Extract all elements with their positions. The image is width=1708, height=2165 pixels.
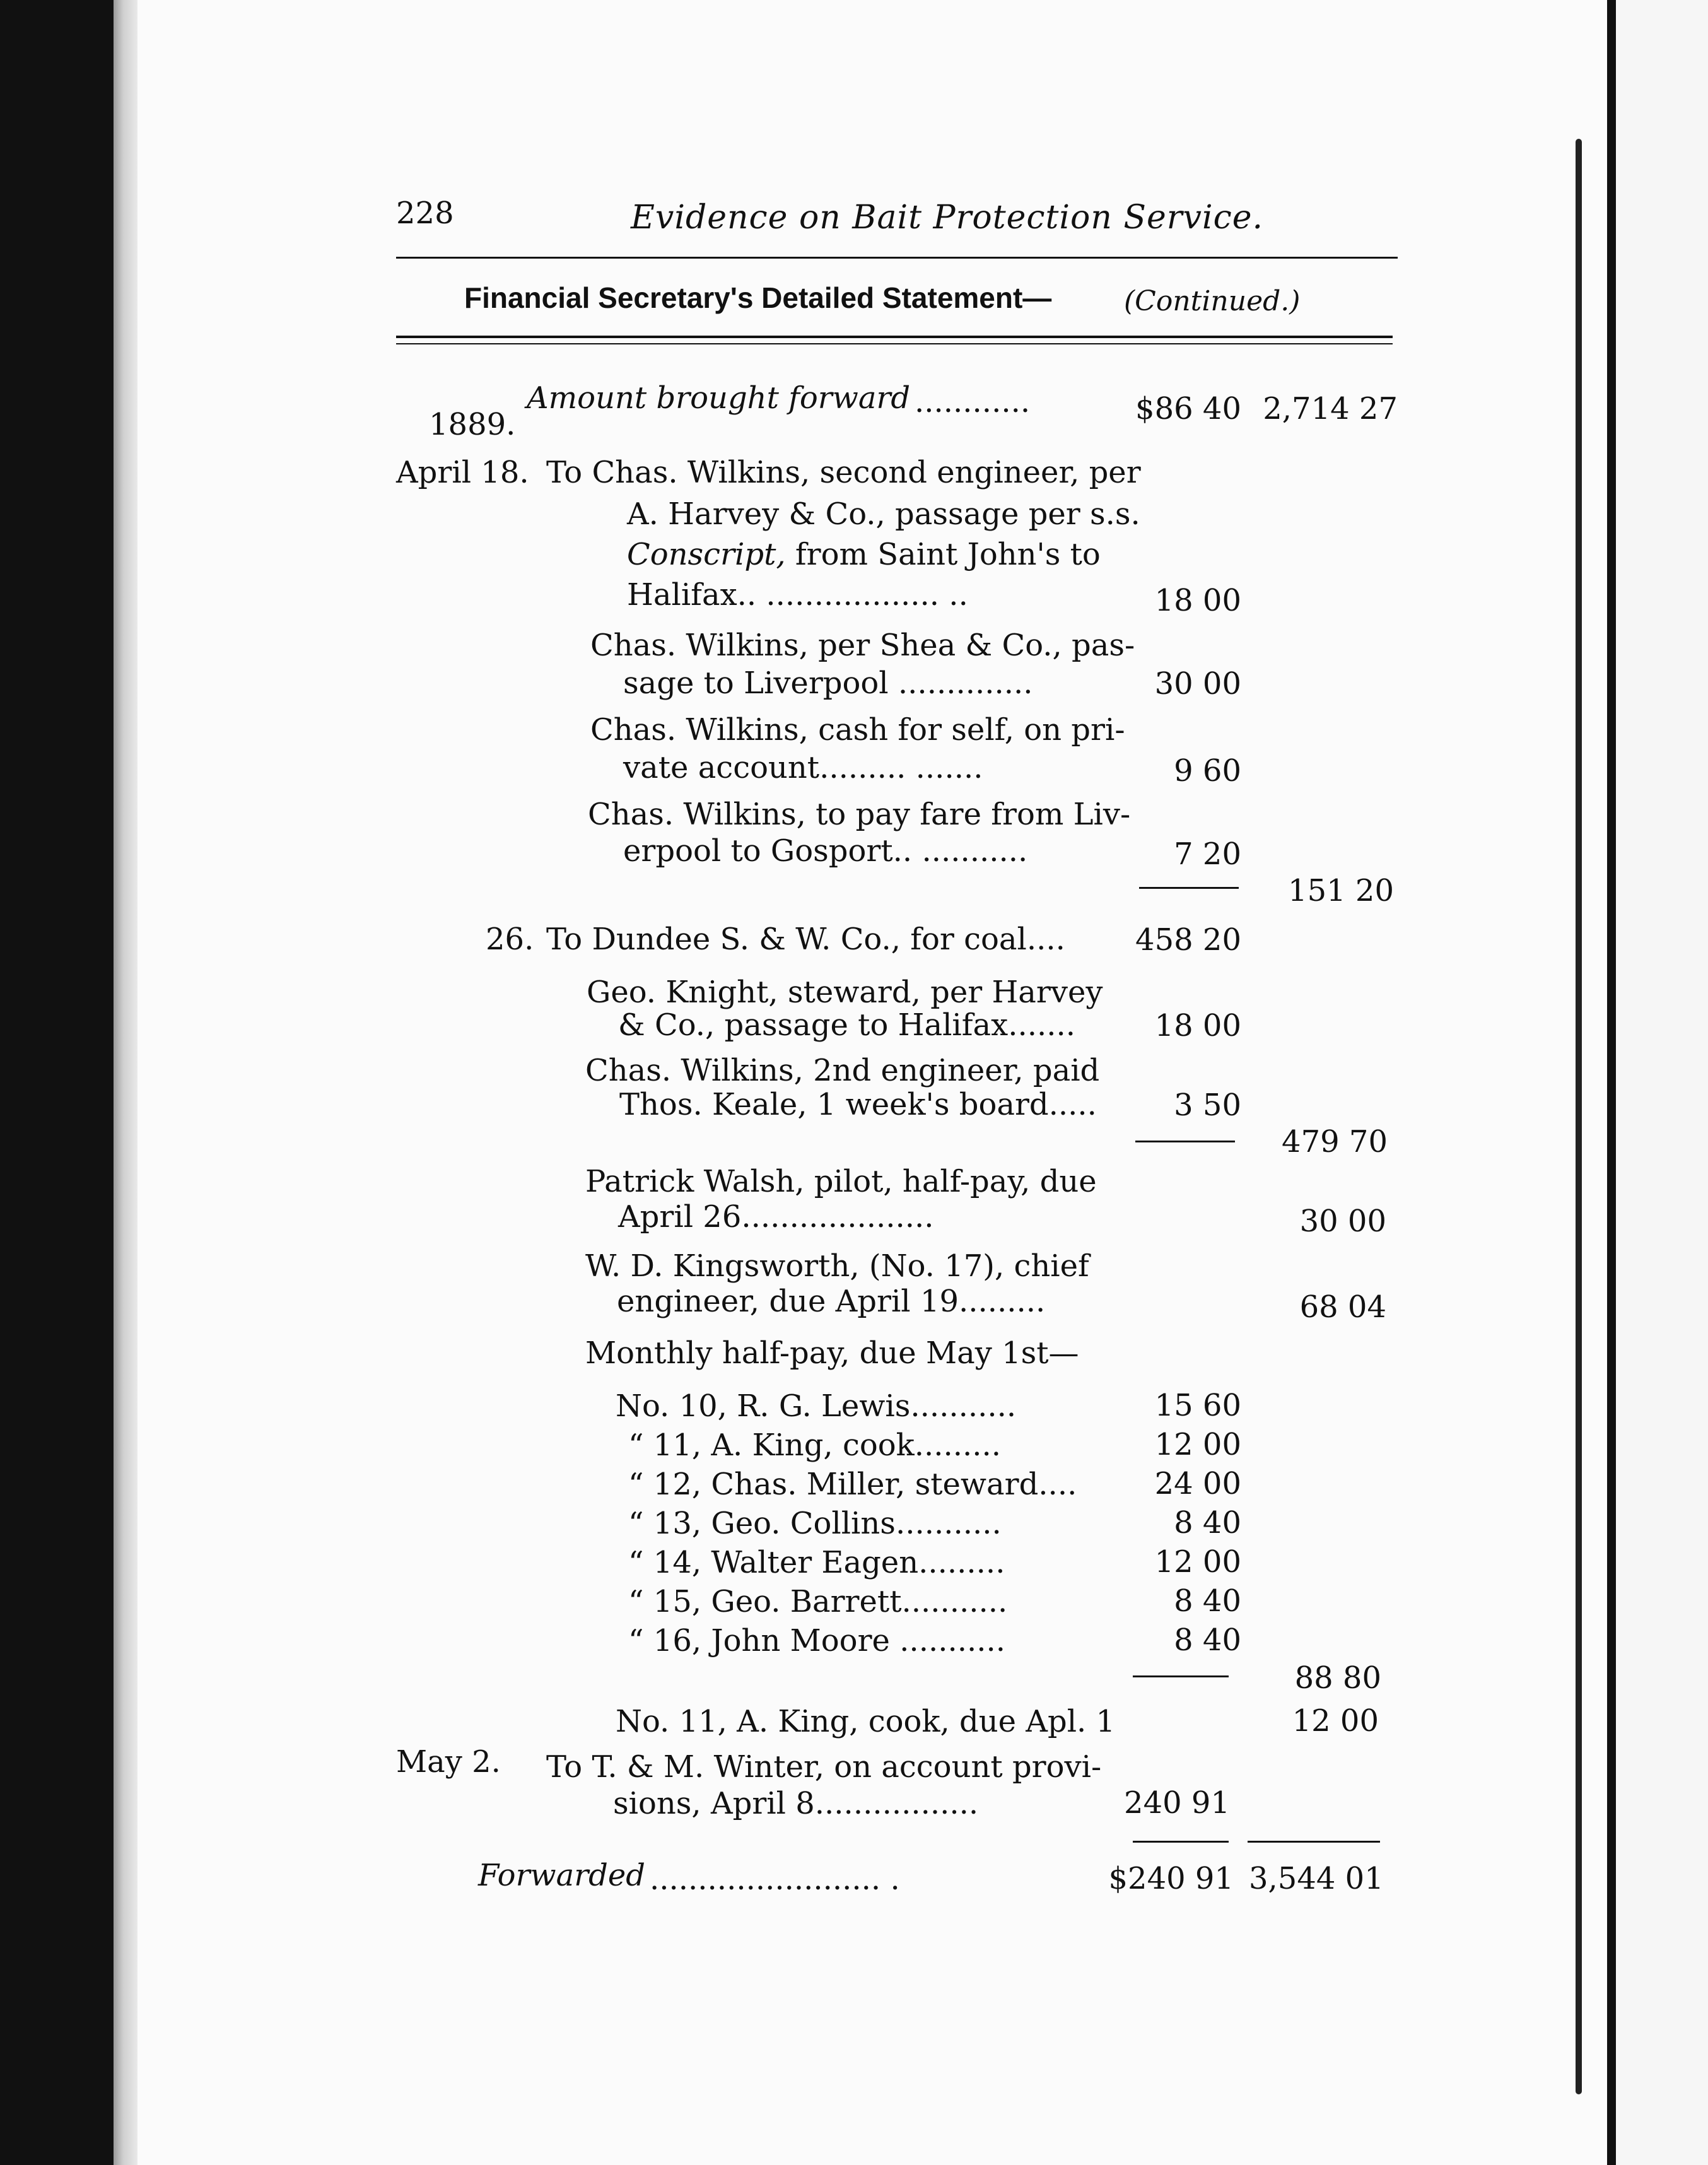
entry-line: vate account......... ....... — [623, 750, 983, 785]
entry-line: Chas. Wilkins, 2nd engineer, paid — [585, 1053, 1100, 1088]
scan-left-margin — [0, 0, 114, 2165]
list-item-amount: 8 40 — [1174, 1622, 1241, 1658]
subtotal-amount: 151 20 — [1288, 873, 1394, 908]
total-rule — [1133, 1841, 1229, 1843]
entry-amount: 458 20 — [1135, 922, 1241, 958]
date-may-2: May 2. — [396, 1744, 501, 1780]
list-item: No. 10, R. G. Lewis........... — [616, 1388, 1017, 1424]
brought-forward-label: Amount brought forward — [527, 380, 911, 416]
subtotal-amount: 479 70 — [1282, 1124, 1388, 1159]
entry-line: erpool to Gosport.. ........... — [623, 833, 1028, 869]
list-item: “ 12, Chas. Miller, steward.... — [628, 1467, 1077, 1502]
forwarded-total: 3,544 01 — [1249, 1861, 1384, 1896]
header-rule — [396, 257, 1398, 259]
entry-line: Geo. Knight, steward, per Harvey — [587, 975, 1103, 1010]
entry-line: Halifax.. .................. .. — [627, 577, 968, 613]
entry-line: To Chas. Wilkins, second engineer, per — [546, 455, 1141, 490]
list-item-amount: 15 60 — [1154, 1388, 1241, 1423]
list-item-amount: 12 00 — [1154, 1427, 1241, 1462]
entry-total-amount: 68 04 — [1299, 1289, 1386, 1325]
list-item: “ 11, A. King, cook......... — [628, 1428, 1002, 1463]
list-item: “ 15, Geo. Barrett........... — [628, 1584, 1008, 1619]
page-number: 228 — [396, 196, 454, 231]
subtotal-rule — [1133, 1675, 1229, 1677]
brought-forward-leader: ............ — [915, 384, 1031, 420]
entry-line: & Co., passage to Halifax....... — [618, 1007, 1076, 1043]
entry-total-amount: 12 00 — [1292, 1703, 1379, 1739]
forwarded-leader: ........................ . — [650, 1862, 900, 1897]
scan-page-edge — [114, 0, 137, 2165]
forwarded-amount: $240 91 — [1108, 1861, 1234, 1896]
total-rule — [1248, 1841, 1380, 1843]
entry-line: sage to Liverpool .............. — [623, 666, 1033, 701]
list-item-amount: 8 40 — [1174, 1505, 1241, 1540]
entry-amount: 18 00 — [1154, 583, 1241, 618]
subtotal-rule — [1139, 887, 1239, 889]
entry-line: Chas. Wilkins, per Shea & Co., pas- — [590, 628, 1135, 663]
entry-line: Thos. Keale, 1 week's board..... — [619, 1087, 1097, 1122]
entry-total-amount: 30 00 — [1299, 1204, 1386, 1239]
list-item-amount: 8 40 — [1174, 1583, 1241, 1619]
entry-line: To T. & M. Winter, on account provi- — [546, 1749, 1102, 1785]
entry-line: A. Harvey & Co., passage per s.s. — [627, 496, 1140, 532]
brought-forward-total: 2,714 27 — [1263, 391, 1398, 426]
entry-line: Chas. Wilkins, cash for self, on pri- — [590, 712, 1125, 748]
entry-line: Patrick Walsh, pilot, half-pay, due — [585, 1164, 1097, 1199]
list-item-amount: 24 00 — [1154, 1466, 1241, 1501]
entry-line: April 26.................... — [618, 1199, 934, 1235]
entry-line-rest: from Saint John's to — [795, 537, 1101, 572]
scan-right-divider — [1607, 0, 1616, 2165]
brought-forward-amount: $86 40 — [1135, 391, 1241, 426]
entry-amount: 240 91 — [1124, 1785, 1230, 1821]
monthly-heading: Monthly half-pay, due May 1st— — [585, 1335, 1079, 1371]
entry-line: engineer, due April 19......... — [617, 1284, 1046, 1319]
entry-line: Chas. Wilkins, to pay fare from Liv- — [588, 797, 1131, 832]
date-april-18: April 18. — [396, 455, 529, 490]
running-head: Evidence on Bait Protection Service. — [631, 199, 1264, 237]
entry-amount: 18 00 — [1154, 1008, 1241, 1043]
title-rule-top — [396, 336, 1393, 338]
entry-amount: 30 00 — [1154, 666, 1241, 701]
list-item: “ 14, Walter Eagen......... — [628, 1545, 1005, 1580]
entry-line — [627, 534, 1101, 575]
page-curve-shadow — [1576, 139, 1582, 2094]
year-label: 1889. — [429, 407, 516, 442]
statement-title: Financial Secretary's Detailed Statement— — [464, 281, 1052, 314]
entry-line: sions, April 8................. — [613, 1786, 979, 1821]
scan-right-page — [1616, 0, 1708, 2165]
subtotal-rule — [1135, 1141, 1235, 1142]
entry-line: W. D. Kingsworth, (No. 17), chief — [585, 1248, 1089, 1284]
entry-line: To Dundee S. & W. Co., for coal.... — [546, 922, 1065, 957]
entry-amount: 9 60 — [1174, 753, 1241, 789]
entry-line: No. 11, A. King, cook, due Apl. 1 — [616, 1704, 1116, 1739]
title-rule-bottom — [396, 343, 1393, 344]
subtotal-amount: 88 80 — [1294, 1660, 1381, 1696]
list-item: “ 16, John Moore ........... — [628, 1623, 1006, 1658]
date-26: 26. — [486, 922, 534, 957]
statement-continued: (Continued.) — [1124, 285, 1301, 317]
entry-amount: 3 50 — [1174, 1088, 1241, 1123]
entry-amount: 7 20 — [1174, 836, 1241, 872]
ship-name: Conscript, — [627, 537, 786, 572]
list-item-amount: 12 00 — [1154, 1544, 1241, 1580]
forwarded-label: Forwarded — [478, 1858, 646, 1893]
list-item: “ 13, Geo. Collins........... — [628, 1506, 1002, 1541]
